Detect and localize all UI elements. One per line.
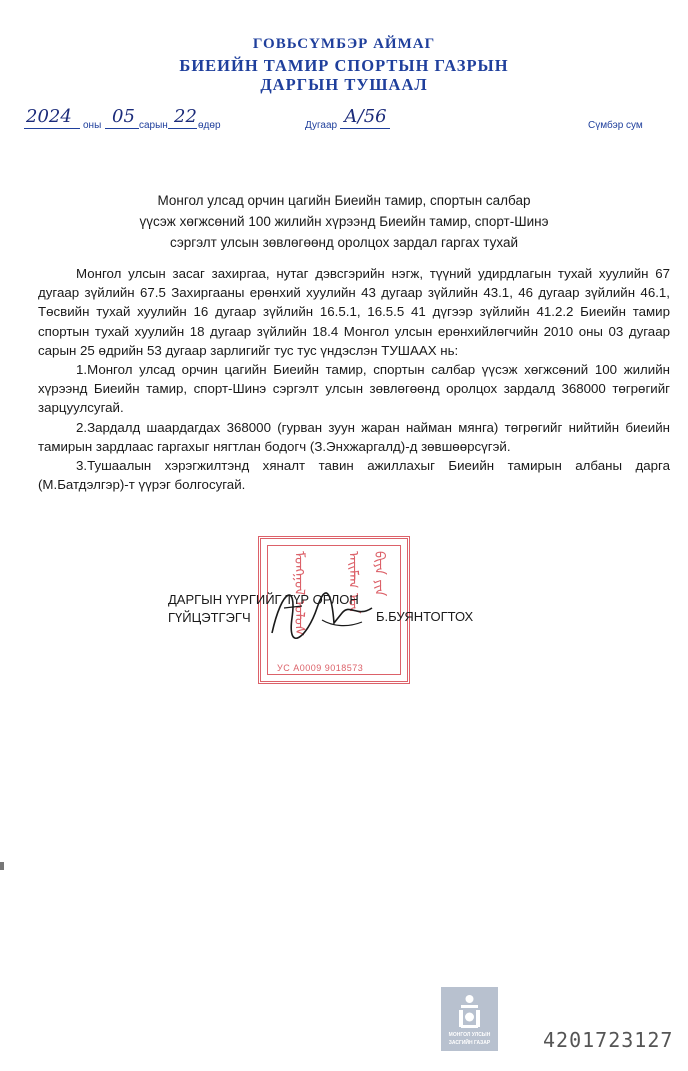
- header-line-2: БИЕИЙН ТАМИР СПОРТЫН ГАЗРЫН: [179, 56, 509, 75]
- month-suffix: сарын: [139, 120, 168, 131]
- year-suffix: оны: [83, 120, 102, 131]
- signature-title-line-1: ДАРГЫН ҮҮРГИЙГ ТҮР ОРЛОН: [168, 592, 359, 607]
- document-number: 4201723127: [543, 1028, 674, 1052]
- signature-title-line-2: ГҮЙЦЭТГЭГЧ: [168, 610, 251, 625]
- year-value: 2024: [26, 106, 72, 127]
- month-value: 05: [112, 106, 135, 127]
- header-line-3: ДАРГЫН ТУШААЛ: [260, 75, 428, 94]
- soyombo-icon: [457, 993, 482, 1029]
- preamble-paragraph: Монгол улсын засаг захиргаа, нутаг дэвсгэрийн нэгж, түүний удирдлагын тухай хуулийн 67 дугаар зүйлийн 67.5 Захиргааны ерөнхий хуулийн 43 дугаар зүйлийн 43.1, 46 дугаар зүйлийн 46.1, Төсвийн тухай хуулийн 16 дугаар зүйлийн 16.5.1, 16.5.5 41 дүгээр зүйлийн 41.2.2 Биеийн тамир спортын тухай хуулийн 18 дугаар зүйлийн 18.4 Монгол улсын ерөнхийлөгчийн 2010 оны 03 дугаар сарын 25 өдрийн 53 дугаар зарлигийг тус тус үндэслэн ТУШААХ нь:: [38, 266, 670, 358]
- signer-name: Б.БУЯНТОГТОХ: [376, 609, 474, 624]
- day-suffix: өдөр: [198, 120, 221, 131]
- subject-line-1: Монгол улсад орчин цагийн Биеийн тамир, спортын салбар: [157, 193, 531, 208]
- order-item-1: 1.Монгол улсад орчин цагийн Биеийн тамир, спортын салбар үүсэж хөгжсөний 100 жилийн хүрээнд Биеийн тамир, спорт-Шинэ сэргэлт улсын зөвлөгөөнд оролцох зардалд 368000 төгрөгийг зарцуулсугай.: [38, 362, 670, 416]
- order-meta: [0, 106, 688, 138]
- handwritten-signature: [262, 578, 382, 648]
- order-body: [38, 264, 670, 494]
- day-value: 22: [174, 106, 197, 127]
- subject-line-3: сэргэлт улсын зөвлөгөөнд оролцох зардал гаргах тухай: [169, 235, 519, 250]
- order-item-3: 3.Тушаалын хэрэгжилтэнд хяналт тавин ажиллахыг Биеийн тамирын албаны дарга (М.Батдэлгэр)-т үүрэг болгосугай.: [38, 458, 670, 493]
- order-item-2: 2.Зардалд шаардагдах 368000 (гурван зуун жаран найман мянга) төгрөгийг нийтийн биеийн тамирын зардлаас гаргахыг нягтлан бодогч (З.Энхжаргалд)-д зөвшөөрсүгэй.: [38, 419, 670, 454]
- number-label: Дугаар: [305, 120, 338, 131]
- order-number: А/56: [344, 106, 387, 127]
- stamp-number: УС А0009 9018573: [277, 663, 364, 673]
- header-line-1: ГОВЬСҮМБЭР АЙМАГ: [252, 36, 436, 52]
- logo-line-1: МОНГОЛ УЛСЫН: [448, 1032, 491, 1038]
- order-subject: [60, 190, 628, 253]
- logo-line-2: ЗАСГИЙН ГАЗАР: [448, 1040, 491, 1046]
- subject-line-2: үүсэж хөгжсөний 100 жилийн хүрээнд Биеийн тамир, спорт-Шинэ: [139, 214, 549, 229]
- official-stamp: ᠮᠣᠩᠭᠣᠯ ᠤᠯᠤᠰ ᠠᠢᠮᠠᠭ ᠤᠨ ᠪᠢᠶᠡ ᠶᠢᠨ УС А0009 9018573: [258, 536, 410, 684]
- government-logo: [441, 987, 498, 1051]
- place-name: Сүмбэр сум: [588, 120, 643, 131]
